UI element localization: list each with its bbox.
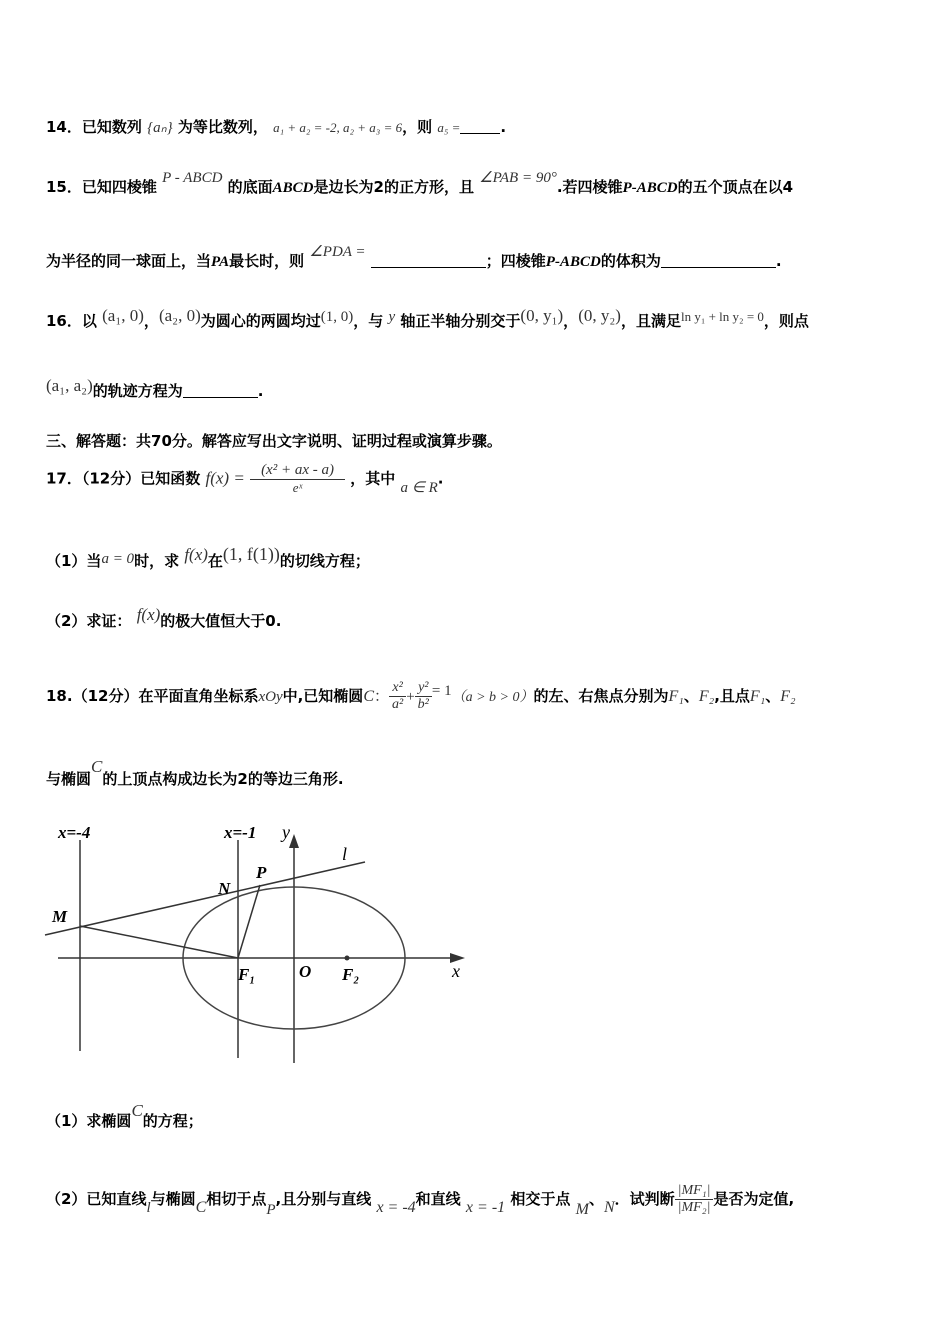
q18-text: 的左、右焦点分别为	[533, 687, 669, 705]
q14-end: .	[500, 118, 507, 136]
q15-side: 2	[373, 178, 384, 196]
q15-text: ；四棱锥	[485, 252, 546, 270]
q18-eq: = 1	[431, 683, 452, 699]
q15-text: 是边长为	[313, 178, 374, 196]
q16-text: ，与	[353, 312, 384, 330]
ellipse-figure	[40, 818, 480, 1068]
q18-text: 中,已知椭圆	[282, 687, 364, 705]
q18-text: 与椭圆	[46, 770, 92, 788]
answer-blank[interactable]	[183, 383, 258, 398]
q18-text: 相交于点	[510, 1190, 571, 1208]
q18-line-1	[46, 680, 796, 713]
q18-text: 和直线	[415, 1190, 461, 1208]
q18-cond: （a > b > 0）	[451, 690, 534, 705]
q14-text: 已知数列	[81, 118, 142, 136]
label-f2: F₂	[342, 965, 360, 984]
q18-text: ,且分别与直线	[275, 1190, 372, 1208]
q16-line-1	[46, 306, 809, 331]
q18-text: 与椭圆	[150, 1190, 196, 1208]
q16-end: .	[257, 382, 264, 400]
q14-text: 为等比数列，	[177, 118, 268, 136]
q18-text: ,且点	[714, 687, 750, 705]
q15-text: 的体积为	[600, 252, 661, 270]
q17-fraction	[250, 462, 345, 496]
q17-text: 的极大值恒大于	[160, 612, 266, 630]
q18-text: 相切于点	[206, 1190, 267, 1208]
q14-ask: a₅ =	[437, 120, 461, 135]
q18-text: 是否为定值,	[713, 1190, 795, 1208]
q18-part-1	[46, 1101, 203, 1131]
q18-line-2	[46, 757, 344, 789]
q16-locus-point: (a₁, a₂)	[46, 376, 93, 395]
answer-blank[interactable]	[371, 253, 486, 268]
q18-ellipse: C	[195, 1199, 207, 1216]
q16-text: ，则点	[763, 312, 809, 330]
q15-text: 最长时，则	[229, 252, 305, 270]
q17-number: 17．（12分）已知函数	[46, 469, 201, 488]
q18-point-p: P	[266, 1202, 276, 1218]
q18-f1: F₁	[749, 688, 766, 705]
q18-f1: F₁	[668, 688, 684, 705]
q18-ellipse: C	[91, 757, 103, 776]
q18-frac-num: x²	[392, 680, 403, 695]
q15-end: .	[775, 252, 782, 270]
q18-f2: F₂	[780, 688, 796, 705]
label-n: N	[218, 879, 231, 898]
q18-f2: F₂	[698, 688, 715, 705]
q17-cond: a = 0	[101, 551, 135, 567]
q18-text: ．试判断	[614, 1190, 675, 1208]
tangent-line-l	[45, 862, 365, 935]
q18-text: （1）求椭圆	[46, 1112, 132, 1130]
q18-text: （2）已知直线	[46, 1190, 147, 1208]
q17-text: 在	[207, 552, 223, 570]
q18-ellipse: C	[363, 688, 374, 705]
q18-frac-den: b²	[415, 696, 432, 713]
q15-pyramid: P - ABCD	[162, 170, 223, 186]
q14-sequence: {aₙ}	[147, 120, 173, 136]
q18-ratio-den: |MF₂|	[675, 1199, 714, 1216]
q16-text: 轴正半轴分别交于	[400, 312, 521, 330]
q18-line-x1: x = -4	[376, 1199, 416, 1216]
q17-part-1	[46, 544, 370, 571]
point-f2	[345, 956, 350, 961]
q18-ratio	[675, 1183, 714, 1216]
q18-line-x2: x = -1	[465, 1199, 506, 1216]
q14-line	[46, 116, 506, 137]
q18-frac-den: a²	[389, 696, 406, 713]
q16-line-2	[46, 376, 264, 401]
q16-text: ，且满足	[620, 312, 681, 330]
q16-center-1: (a₁, 0)	[102, 306, 144, 325]
q18-sep: 、	[683, 687, 699, 705]
q16-sep: ，	[143, 312, 159, 330]
q18-text: 的方程；	[142, 1112, 203, 1130]
q15-text: 的正方形，且	[383, 178, 474, 196]
q17-denominator: eˣ	[250, 479, 345, 496]
q18-point-n: N	[603, 1199, 615, 1216]
q18-system: xOy	[258, 689, 283, 705]
label-p: P	[256, 863, 267, 882]
q16-text: 为圆心的两圆均过	[200, 312, 321, 330]
q15-text: 的五个顶点在以	[677, 178, 783, 196]
section-3-heading: 三、解答题：共70分。解答应写出文字说明、证明过程或演算步骤。	[46, 432, 502, 450]
q16-number: 16．	[46, 312, 82, 330]
q18-ellipse: C	[131, 1101, 143, 1120]
q15-text: .若四棱锥	[556, 178, 623, 196]
q15-radius: 4	[782, 178, 794, 196]
q18-text: 的上顶点构成边长为	[102, 770, 238, 788]
q17-function: f(x) =	[205, 468, 245, 488]
q17-text: ，其中	[350, 469, 396, 488]
q16-condition: ln y₁ + ln y₂ = 0	[680, 309, 764, 324]
label-m: M	[52, 907, 68, 926]
q18-text: 的等边三角形.	[247, 770, 344, 788]
q17-fx: f(x)	[184, 545, 208, 564]
label-x-minus-1: x=-1	[224, 823, 257, 842]
label-x: x	[452, 961, 460, 981]
q18-part-2	[46, 1183, 794, 1216]
label-l: l	[342, 844, 348, 864]
q16-text: 的轨迹方程为	[92, 382, 183, 400]
q18-frac-num: y²	[418, 680, 429, 695]
q15-pa: PA	[211, 254, 230, 270]
label-f1: F₁	[238, 965, 256, 984]
y-axis-arrow	[289, 834, 299, 848]
label-x-minus-4: x=-4	[58, 823, 91, 842]
q17-text: 时，求	[134, 552, 180, 570]
q17-domain: a ∈ R	[400, 479, 438, 496]
q18-ratio-num: |MF₁|	[677, 1183, 711, 1198]
q17-line	[46, 462, 443, 496]
label-y: y	[282, 822, 290, 842]
q16-center-2: (a₂, 0)	[158, 306, 201, 325]
q15-base: ABCD	[272, 180, 314, 196]
q16-y-var: y	[388, 309, 396, 325]
q15-line-1	[46, 170, 794, 197]
q18-plus: +	[406, 689, 415, 705]
q18-sep: 、	[765, 687, 781, 705]
answer-blank[interactable]	[460, 119, 500, 134]
q18-value: 2	[237, 770, 248, 788]
q16-sep: ，	[563, 312, 579, 330]
q17-end: .	[437, 469, 444, 488]
q15-text: 已知四棱锥	[81, 178, 157, 196]
q16-text: 以	[81, 312, 97, 330]
q15-pyramid-3: P-ABCD	[545, 254, 601, 270]
q17-point: (1, f(1))	[222, 544, 280, 564]
q15-line-2	[46, 244, 782, 271]
q15-text: 的底面	[227, 178, 273, 196]
q18-number: 18.（12分）在平面直角坐标系	[46, 687, 259, 705]
q18-line-l: l	[146, 1200, 151, 1216]
q14-condition: a₁ + a₂ = -2, a₂ + a₃ = 6	[273, 120, 403, 135]
q15-number: 15．	[46, 178, 82, 196]
q16-point-1: (0, y₁)	[520, 306, 564, 325]
q16-point: (1, 0)	[320, 309, 354, 325]
label-o: O	[299, 962, 312, 981]
q18-frac-y	[415, 680, 432, 713]
q15-pyramid-2: P-ABCD	[622, 180, 678, 196]
q17-text: （2）求证：	[46, 612, 132, 630]
q17-text: （1）当	[46, 552, 102, 570]
q18-colon: ：	[373, 689, 389, 705]
q17-text: 的切线方程；	[279, 552, 370, 570]
q17-numerator: (x² + ax - a)	[261, 462, 334, 478]
q15-text: 为半径的同一球面上，当	[46, 252, 212, 270]
q15-angle: ∠PAB = 90°	[479, 170, 557, 186]
segment-mf1	[80, 926, 238, 958]
q18-sep: 、	[588, 1190, 604, 1208]
answer-blank[interactable]	[661, 253, 776, 268]
q14-number: 14．	[46, 118, 82, 136]
q15-angle-2: ∠PDA =	[309, 244, 366, 260]
q18-point-m: M	[575, 1201, 589, 1218]
q14-text: ，则	[402, 118, 433, 136]
q17-end: .	[275, 612, 282, 630]
q17-fx: f(x)	[136, 605, 161, 624]
q18-frac-x	[389, 680, 406, 713]
q17-value: 0	[265, 612, 276, 630]
q16-point-2: (0, y₂)	[578, 306, 621, 325]
q17-part-2	[46, 605, 282, 631]
